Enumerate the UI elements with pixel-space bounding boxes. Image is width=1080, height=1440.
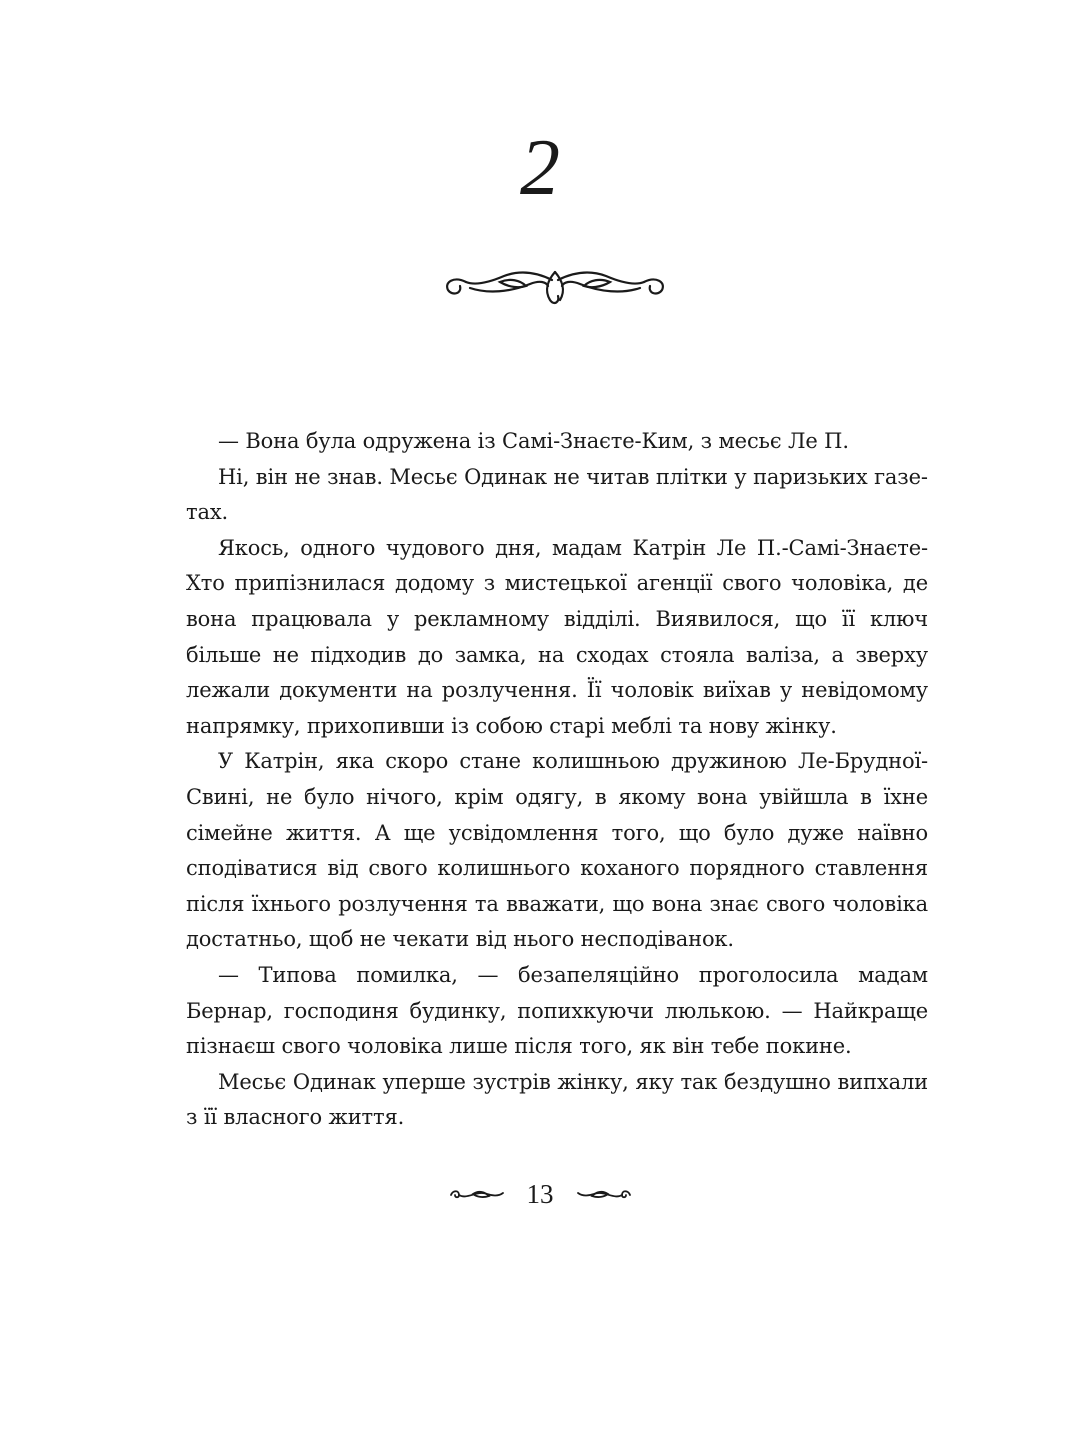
paragraph: Якось, одного чудового дня, мадам Катрін Ле П.-Самі-Знаєте-Хто припізнилася додому з мистецької агенції свого чоловіка, де вона працювала у рекламному відділі. Виявилося, що її ключ більше не підходив до замка, на сходах стояла валіза, а зверху лежали документи на розлучення. Її чоловік виїхав у невідомому напрямку, прихопивши із собою старі меблі та нову жінку. bbox=[186, 535, 928, 738]
chapter-number: 2 bbox=[520, 124, 560, 212]
paragraph: Ні, він не знав. Месьє Одинак не читав плітки у паризьких газетах. bbox=[186, 464, 928, 525]
paragraph: — Вона була одружена із Самі-Знаєте-Ким, з месьє Ле П. bbox=[218, 429, 849, 453]
paragraph: Месьє Одинак уперше зустрів жінку, яку так бездушно випхали з її власного життя. bbox=[186, 1069, 928, 1130]
page-number: 13 bbox=[526, 1179, 554, 1209]
ornamental-flourish-icon bbox=[440, 262, 670, 310]
left-flourish-icon bbox=[449, 1186, 505, 1202]
body-text bbox=[186, 424, 928, 1136]
right-flourish-icon bbox=[576, 1186, 632, 1202]
paragraph: — Типова помилка, — безапеляційно проголосила мадам Бернар, господиня будинку, попихкуючи люлькою. — Найкраще пізнаєш свого чоловіка лише після того, як він тебе покине. bbox=[186, 962, 928, 1059]
page-footer bbox=[0, 1176, 1080, 1216]
paragraph: У Катрін, яка скоро стане колишньою дружиною Ле-Брудної-Свині, не було нічого, крім одягу, в якому вона увійшла в їхне сімейне життя. А ще усвідомлення того, що було дуже наївно сподіватися від свого колишнього коханого порядного ставлення після їхнього розлучення та вважати, що вона знає свого чоловіка достатньо, щоб не чекати від нього несподіванок. bbox=[186, 749, 928, 952]
